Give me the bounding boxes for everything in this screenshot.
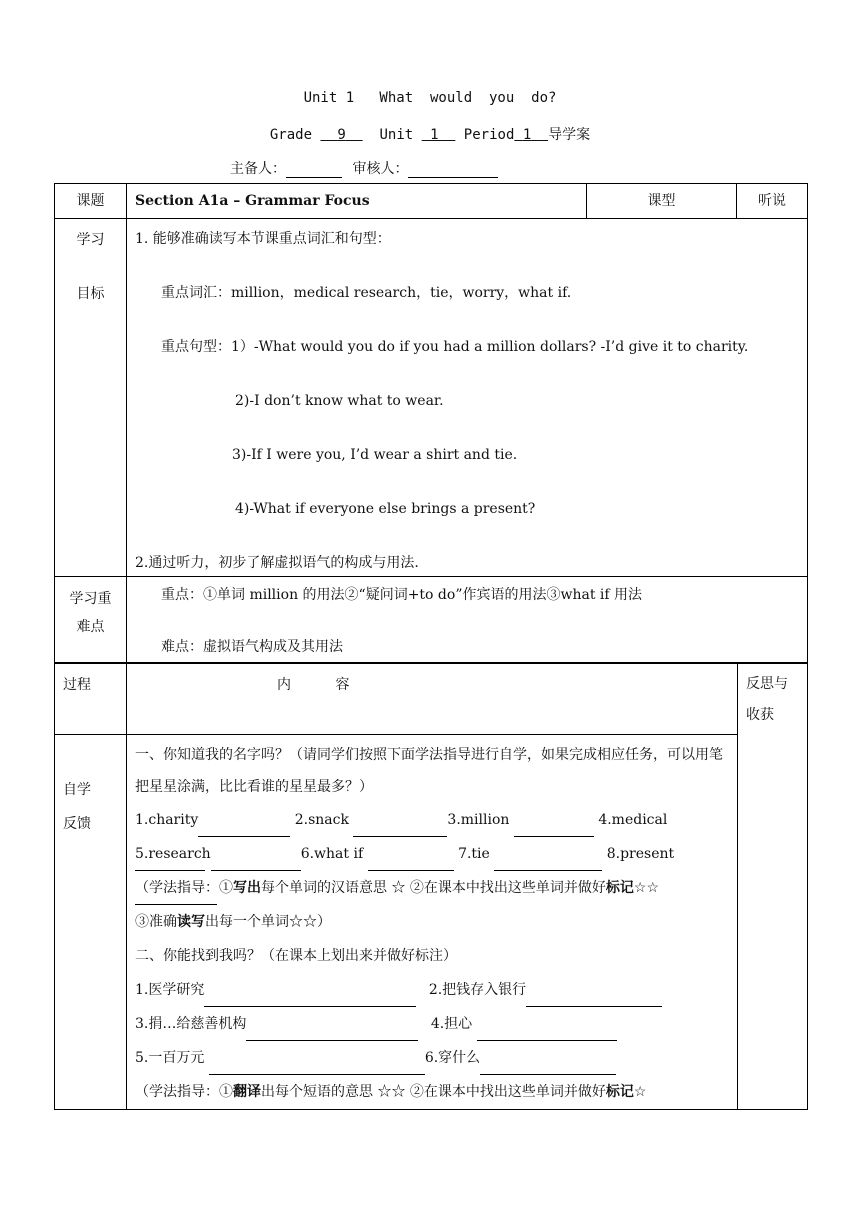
objective-sentence3: 3)-If I were you, I’d wear a shirt and tie. [232,447,518,463]
reflection-column [738,664,808,1110]
keypoints-label-line2: 难点 [76,619,105,635]
keypoints-label-line1: 学习重 [69,591,112,607]
selfstudy-content [127,735,738,1110]
phrases-row-3 [135,1041,729,1075]
preparer-blank[interactable] [286,163,342,178]
reflection-label-line1: 反思与 [746,676,788,692]
grade-value: 9 [337,127,346,143]
lesson-table [54,183,808,663]
objective-item1: 1. 能够准确读写本节课重点词汇和句型： [135,231,391,247]
word-blank[interactable] [514,822,594,837]
phrase-3: 3.捐…给慈善机构 [135,1016,247,1032]
phrase-2: 2.把钱存入银行 [428,982,527,998]
phrase-blank[interactable] [477,1026,617,1041]
preparers [230,158,498,178]
word-million: 3.million [447,812,510,828]
grade-label: Grade [269,127,321,143]
objective-vocab: 重点词汇：million，medical research，tie，worry，what if. [161,285,572,301]
objective-sentence2: 2)-I don’t know what to wear. [235,393,444,409]
topic-row [55,184,808,219]
phrase-blank[interactable] [526,992,662,1007]
period-value: 1 [522,127,532,143]
process-table [54,663,808,1110]
phrase-blank[interactable] [204,992,416,1007]
unit-value: 1 [430,127,439,143]
phrases-row-1 [135,973,729,1007]
objectives-label [55,219,127,577]
difficulty: 难点：虚拟语气构成及其用法 [161,639,343,655]
reviewer-blank[interactable] [408,163,498,178]
unit-label: Unit [379,127,422,143]
word-what-if: 6.what if [300,846,364,862]
word-medical: 4.medical [598,812,668,828]
word-blank[interactable] [368,856,454,871]
topic-label: 课题 [55,184,127,219]
objective-item2: 2.通过听力，初步了解虚拟语气的构成与用法. [135,555,419,571]
method1: （学法指导：①写出每个单词的汉语意思 ☆ ②在课本中找出这些单词并做好标记☆☆ ③准确读写出每一个单词☆☆） [135,880,660,930]
objectives-row [55,219,808,577]
selfstudy-label-line2: 反馈 [63,816,91,832]
phrase-blank[interactable] [246,1026,418,1041]
doc-type: 导学案 [548,127,591,143]
objectives-content [127,219,808,577]
period-label: Period [463,127,515,143]
type-value: 听说 [737,184,808,219]
selfstudy-label [55,735,127,1110]
word-tie: 7.tie [458,846,490,862]
word-snack: 2.snack [294,812,349,828]
process-header-row [55,664,808,735]
phrase-blank[interactable] [480,1060,616,1075]
word-blank[interactable] [494,856,602,871]
objective-sentence1: 重点句型：1）-What would you do if you had a million dollars? -I’d give it to charity. [161,339,749,355]
reviewer-label: 审核人： [352,161,409,177]
phrase-blank[interactable] [209,1060,425,1075]
keypoints-label [55,577,127,663]
selfstudy-row [55,735,808,1110]
reflection-label-line2: 收获 [746,707,774,723]
word-present: 8.present [606,846,675,862]
phrase-6: 6.穿什么 [424,1050,481,1066]
word-blank[interactable] [198,822,290,837]
phrase-4: 4.担心 [430,1016,473,1032]
process-label: 过程 [55,664,127,735]
topic-value: Section A1a – Grammar Focus [127,184,587,219]
word-blank[interactable] [353,822,447,837]
preparer-label: 主备人： [230,161,286,177]
lesson-info [0,124,860,144]
objective-sentence4: 4)-What if everyone else brings a present? [235,501,536,517]
keypoints-content [127,577,808,663]
words-row-1 [135,803,729,837]
selfstudy-label-line1: 自学 [63,782,91,798]
phrase-1: 1.医学研究 [135,982,205,998]
objectives-label-line2: 目标 [76,286,105,302]
word-research: 5.research [135,846,211,862]
content-label: 内 容 [127,664,738,735]
phrase-5: 5.一百万元 [135,1050,205,1066]
part2-title: 二、你能找到我吗？（在课本上划出来并做好标注） [135,948,457,964]
objectives-label-line1: 学习 [76,232,105,248]
part1-title: 一、你知道我的名字吗？（请同学们按照下面学法指导进行自学，如果完成相应任务，可以用笔把星星涂满，比比看谁的星星最多？） [135,747,723,795]
word-blank[interactable] [211,856,301,871]
method2: （学法指导：①翻译出每个短语的意思 ☆☆ ②在课本中找出这些单词并做好标记☆ [135,1084,647,1100]
words-row-2 [135,837,729,871]
phrases-row-2 [135,1007,729,1041]
word-charity: 1.charity [135,812,199,828]
page-title: Unit 1 What would you do? [303,90,557,106]
keypoints-row [55,577,808,663]
type-label: 课型 [587,184,737,219]
key-point: 重点：①单词 million 的用法②“疑问词+to do”作宾语的用法③what if 用法 [161,587,643,603]
